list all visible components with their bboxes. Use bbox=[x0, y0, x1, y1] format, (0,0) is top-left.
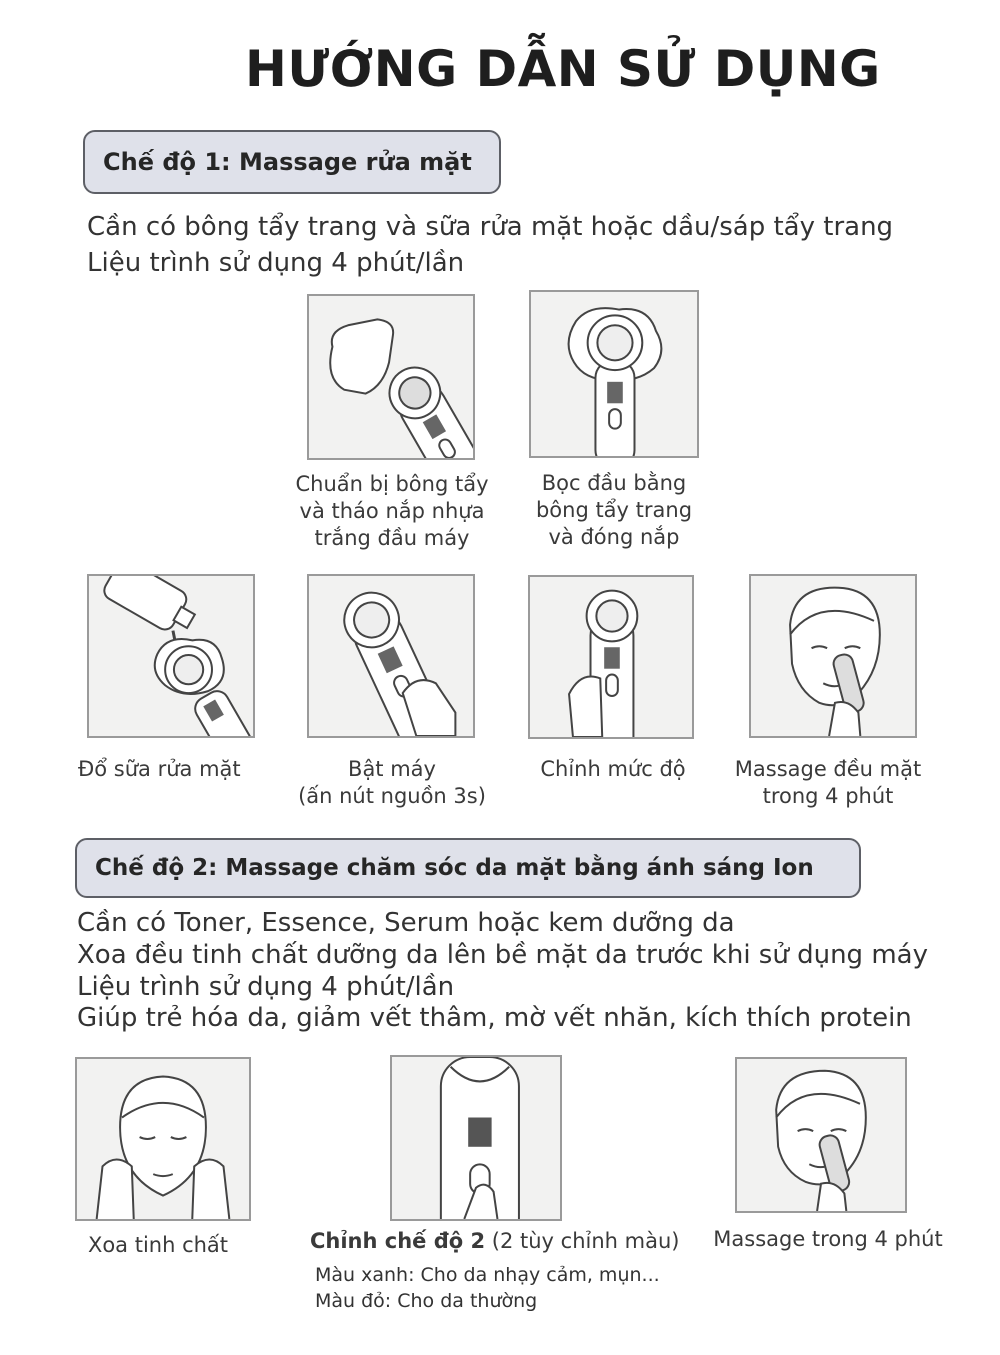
mode-2-step-3-illustration bbox=[735, 1057, 907, 1213]
power-on-device-icon bbox=[309, 576, 473, 736]
mode-2-instruction: Xoa đều tinh chất dưỡng da lên bề mặt da trước khi sử dụng máy bbox=[77, 940, 928, 970]
step-1-caption bbox=[287, 471, 497, 552]
step-6-caption bbox=[722, 756, 934, 810]
step-2-caption-line: Bọc đầu bằng bbox=[541, 471, 687, 495]
mode-2-step-2-illustration bbox=[390, 1055, 562, 1221]
page-title: HƯỚNG DẪN SỬ DỤNG bbox=[245, 40, 881, 98]
mode-2-step-1-illustration bbox=[75, 1057, 251, 1221]
step-2-illustration bbox=[529, 290, 699, 458]
mode-1-requirement: Cần có bông tẩy trang và sữa rửa mặt hoặc dầu/sáp tẩy trang bbox=[87, 212, 894, 242]
mode-2-heading-text: Chế độ 2: Massage chăm sóc da mặt bằng ánh sáng Ion bbox=[95, 855, 814, 881]
step-6-caption-line: Massage đều mặt bbox=[734, 757, 922, 781]
mode-2-requirement: Cần có Toner, Essence, Serum hoặc kem dưỡng da bbox=[77, 908, 735, 938]
face-massage-icon bbox=[751, 576, 915, 736]
step-3-caption-line: Đổ sữa rửa mặt bbox=[78, 757, 241, 781]
step-1-caption-line: và tháo nắp nhựa bbox=[299, 499, 485, 523]
mode-2-step-1-caption: Xoa tinh chất bbox=[87, 1233, 229, 1257]
face-massage-icon bbox=[737, 1059, 905, 1211]
step-2-caption-line: bông tẩy trang bbox=[535, 498, 693, 522]
pour-cleanser-icon bbox=[89, 576, 253, 736]
mode-2-duration: Liệu trình sử dụng 4 phút/lần bbox=[77, 972, 455, 1002]
step-4-caption bbox=[280, 756, 504, 810]
mode-2-heading bbox=[75, 838, 861, 898]
step-1-caption-line: trắng đầu máy bbox=[314, 526, 470, 550]
mode-2-note-red: Màu đỏ: Cho da thường bbox=[315, 1290, 538, 1312]
mode-2-device-icon bbox=[392, 1057, 560, 1219]
mode-2-step-3-caption: Massage trong 4 phút bbox=[713, 1227, 943, 1251]
step-3-caption bbox=[78, 756, 278, 783]
step-5-illustration bbox=[528, 575, 694, 739]
step-5-caption-line: Chỉnh mức độ bbox=[540, 757, 686, 781]
step-4-caption-line: Bật máy bbox=[348, 757, 436, 781]
step-1-illustration bbox=[307, 294, 475, 460]
step-4-illustration bbox=[307, 574, 475, 738]
mode-1-duration: Liệu trình sử dụng 4 phút/lần bbox=[87, 248, 465, 278]
mode-2-step-2-caption-bold: Chỉnh chế độ 2 bbox=[310, 1229, 486, 1253]
wrapped-device-icon bbox=[531, 292, 697, 456]
step-2-caption bbox=[509, 470, 719, 551]
mode-2-step-2-caption bbox=[310, 1228, 690, 1255]
mode-2-benefit: Giúp trẻ hóa da, giảm vết thâm, mờ vết nhăn, kích thích protein bbox=[77, 1003, 912, 1033]
mode-1-heading-text: Chế độ 1: Massage rửa mặt bbox=[103, 148, 472, 176]
apply-essence-icon bbox=[77, 1059, 249, 1219]
adjust-level-icon bbox=[530, 577, 692, 737]
step-6-caption-line: trong 4 phút bbox=[762, 784, 894, 808]
step-3-illustration bbox=[87, 574, 255, 738]
mode-2-step-2-caption-rest: (2 tùy chỉnh màu) bbox=[485, 1229, 680, 1253]
cotton-pad-device-icon bbox=[309, 296, 473, 458]
step-1-caption-line: Chuẩn bị bông tẩy bbox=[295, 472, 489, 496]
step-5-caption bbox=[513, 756, 713, 783]
step-6-illustration bbox=[749, 574, 917, 738]
step-4-caption-line: (ấn nút nguồn 3s) bbox=[298, 784, 486, 808]
mode-2-note-blue: Màu xanh: Cho da nhạy cảm, mụn... bbox=[315, 1264, 660, 1286]
step-2-caption-line: và đóng nắp bbox=[548, 525, 680, 549]
mode-1-heading bbox=[83, 130, 501, 194]
